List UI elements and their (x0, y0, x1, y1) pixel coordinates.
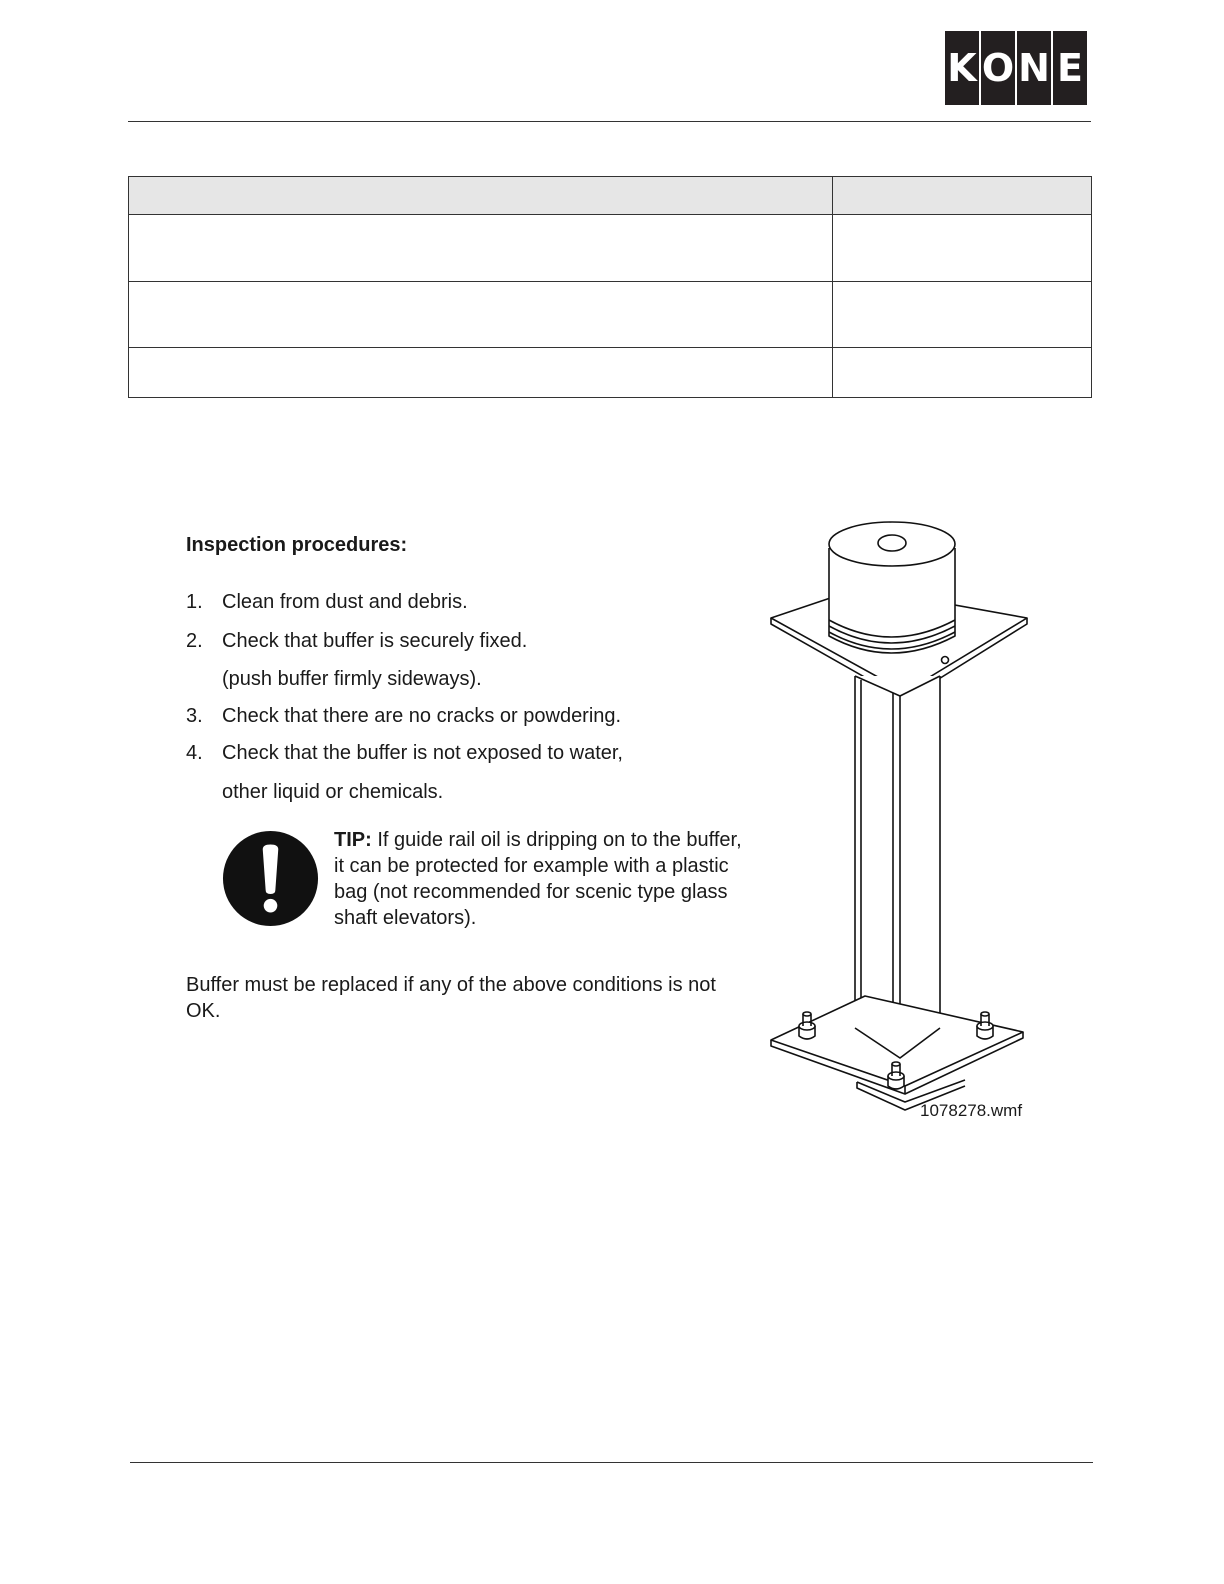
table-row (129, 282, 1092, 348)
step-text: Clean from dust and debris. (222, 591, 468, 613)
list-item (186, 704, 766, 728)
table-header-row (129, 177, 1092, 215)
figure-label: 1078278.wmf (920, 1101, 1023, 1120)
kone-logo (945, 31, 1087, 105)
table-row (129, 348, 1092, 398)
inspection-procedures (186, 534, 766, 804)
tip-text: If guide rail oil is dripping on to the buffer, it can be protected for example with a plastic bag (not recommended for scenic type glass shaft elevators). (334, 829, 742, 929)
table-cell (129, 215, 833, 282)
logo-letter: N (1017, 31, 1051, 105)
step-continuation: other liquid or chemicals. (222, 781, 444, 803)
step-number: 2. (186, 630, 203, 652)
logo-letter: E (1053, 31, 1087, 105)
table-cell (129, 348, 833, 398)
step-number: 1. (186, 591, 203, 613)
list-item (186, 741, 766, 765)
step-text: Check that buffer is securely fixed. (222, 630, 528, 652)
exclamation-icon (222, 830, 319, 927)
logo-letter: K (945, 31, 979, 105)
table-cell (129, 177, 833, 215)
tip-text-block (334, 827, 754, 931)
footer-divider (130, 1462, 1093, 1463)
step-continuation: (push buffer firmly sideways). (222, 668, 482, 690)
tip-label: TIP: (334, 829, 372, 851)
logo-letter: O (981, 31, 1015, 105)
table-cell (833, 215, 1092, 282)
procedures-title: Inspection procedures: (186, 534, 408, 556)
list-item (186, 629, 766, 653)
step-number: 3. (186, 705, 203, 727)
tip-box (222, 827, 762, 937)
table-row (129, 215, 1092, 282)
table-cell (833, 348, 1092, 398)
step-number: 4. (186, 742, 203, 764)
header-divider (128, 121, 1091, 122)
list-item (186, 590, 766, 614)
replace-note: Buffer must be replaced if any of the above conditions is not OK. (186, 974, 716, 1022)
table-cell (833, 282, 1092, 348)
step-text: Check that there are no cracks or powdering. (222, 705, 622, 727)
table-cell (129, 282, 833, 348)
step-text: Check that the buffer is not exposed to water, (222, 742, 623, 764)
table-cell (833, 177, 1092, 215)
info-table (128, 176, 1092, 398)
buffer-drawing (765, 508, 1035, 1128)
